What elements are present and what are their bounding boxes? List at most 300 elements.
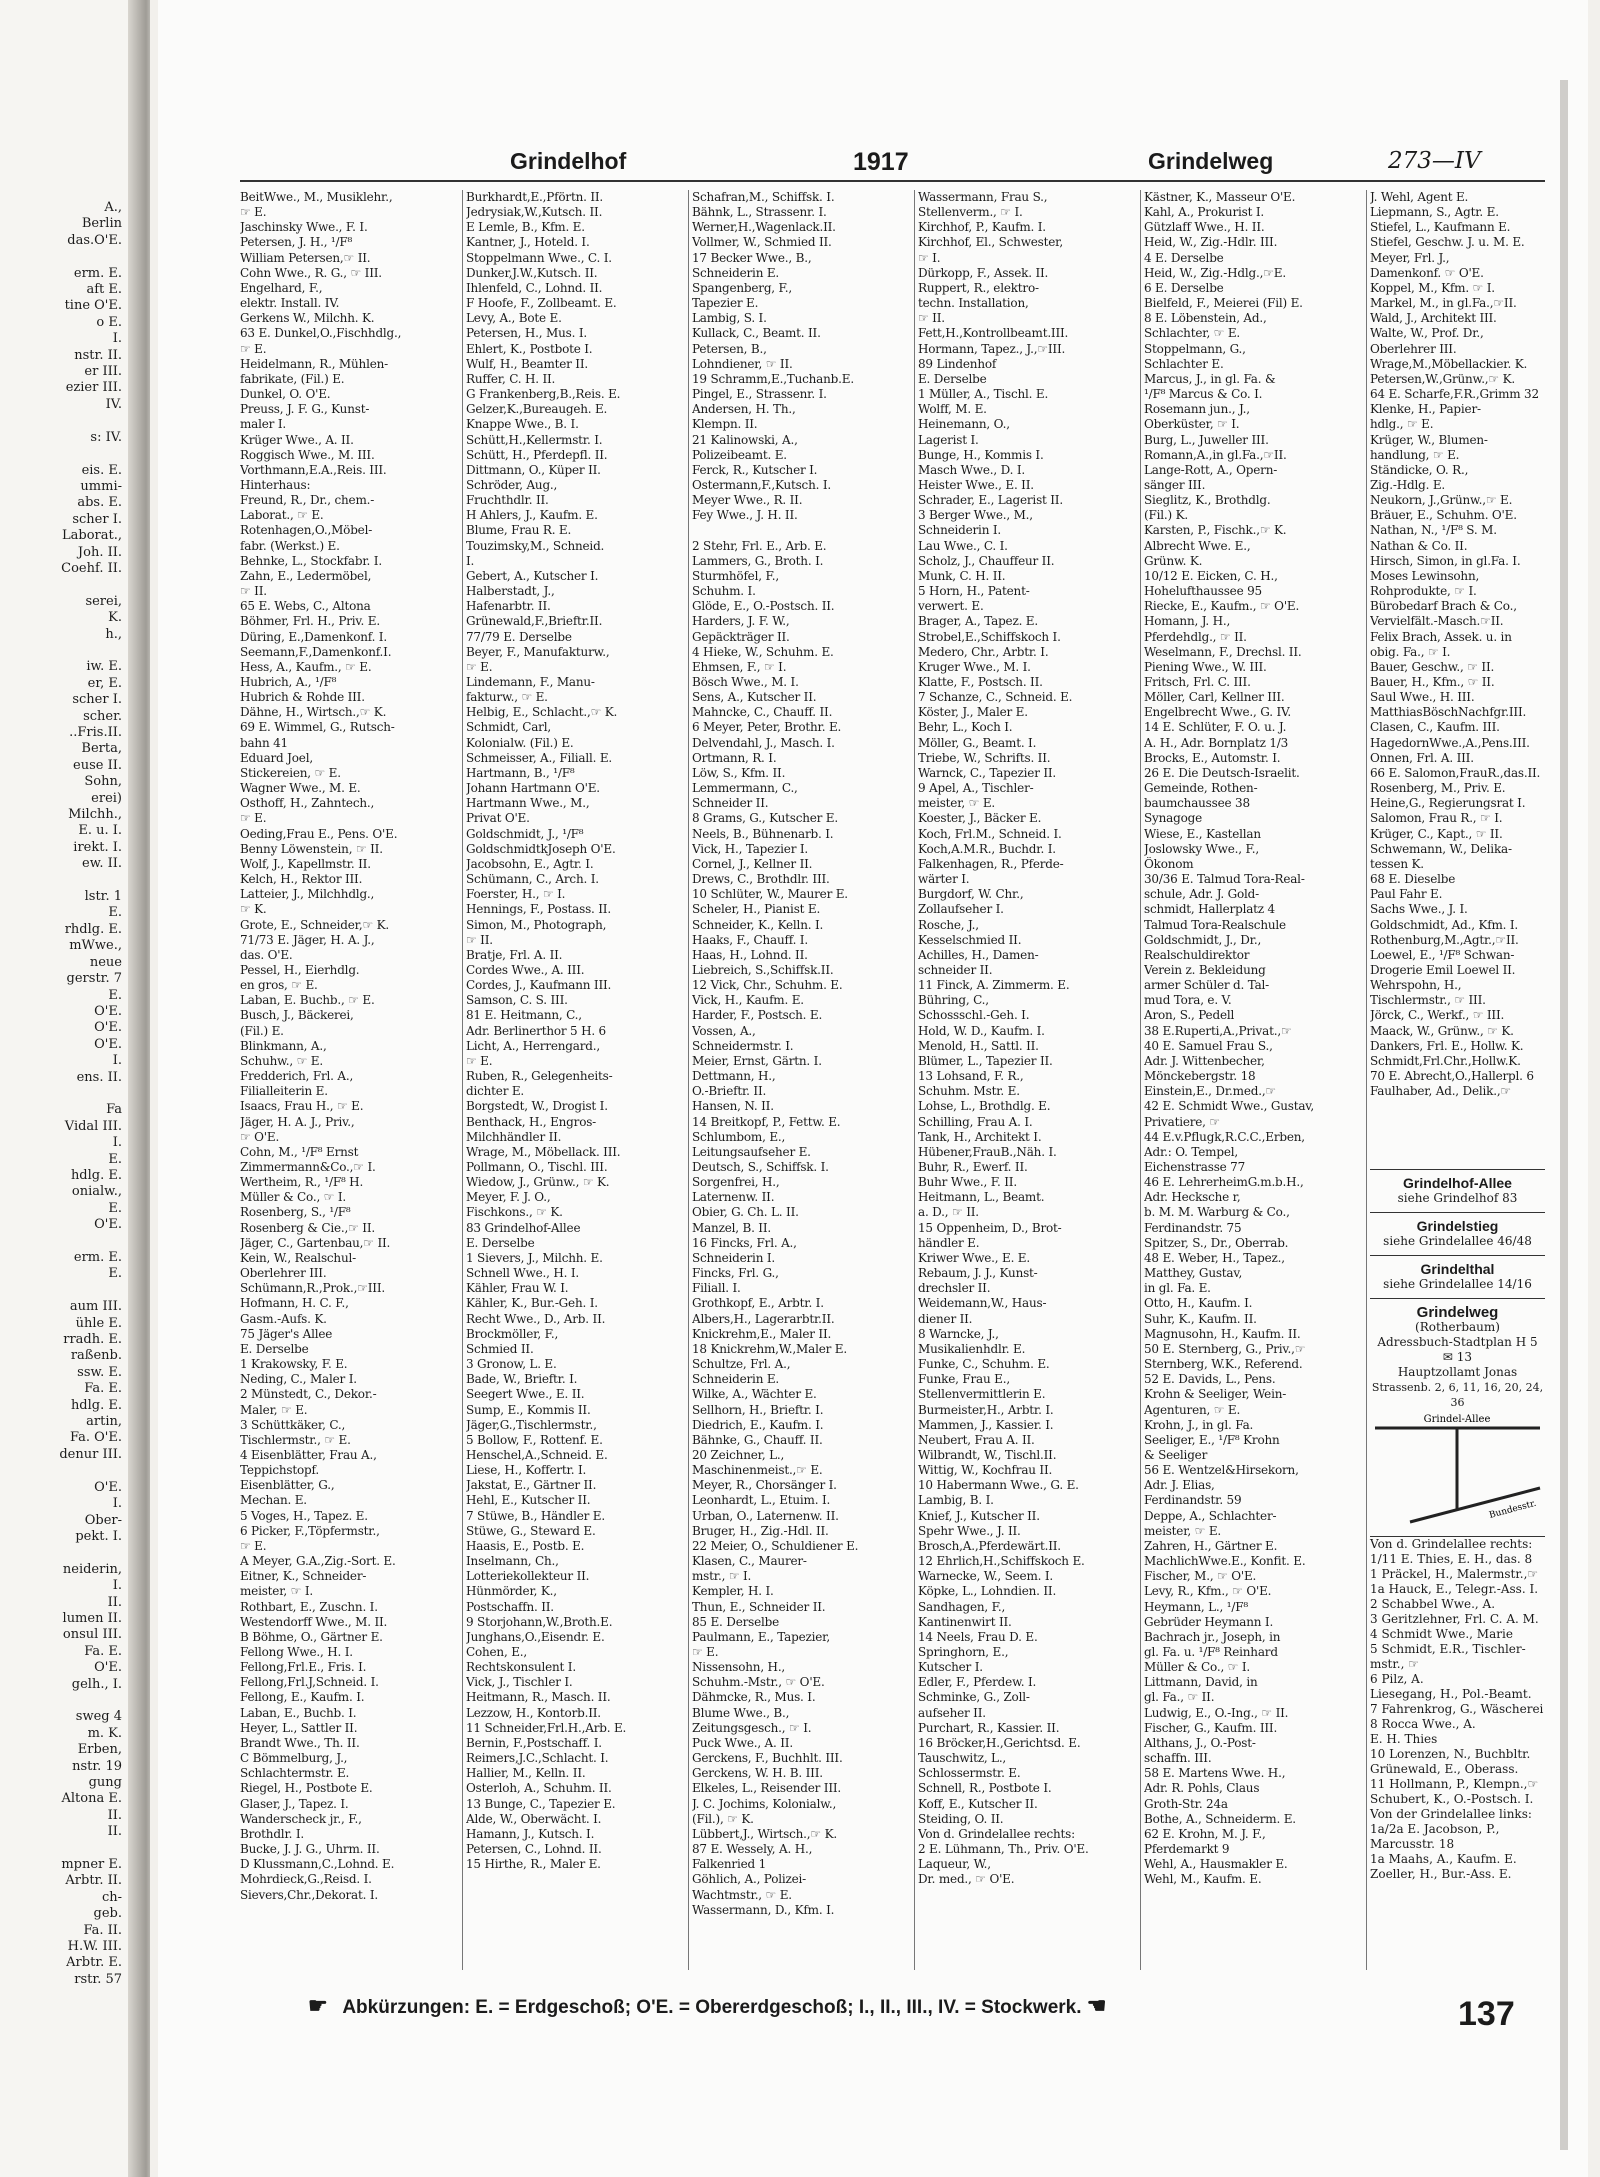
entry-line: in gl. Fa. E. [1144, 1281, 1211, 1296]
entry-line: Heyer, L., Sattler II. [240, 1720, 358, 1735]
entry-line: Brosch,A.,Pferdewärt.II. [918, 1538, 1061, 1553]
entry-line: ezier III. [65, 380, 122, 396]
entry-line: Osthoff, H., Zahntech., [240, 796, 375, 811]
entry-line: Schmied II. [466, 1341, 534, 1356]
entry-line: rstr. 57 [74, 1971, 122, 1987]
entry-line: Wagner Wwe., M. E. [240, 781, 361, 796]
entry-line: 2 Stehr, Frl. E., Arb. E. [692, 538, 827, 553]
entry-line: Schultze, Frl. A., [692, 1357, 791, 1372]
entry-line: a. D., ☞ II. [918, 1205, 979, 1220]
entry-line [0, 1234, 122, 1250]
entry-line: Bothe, A., Schneiderm. E. [1144, 1811, 1296, 1826]
entry-line [0, 643, 122, 659]
entry-line: Hamann, J., Kutsch. I. [466, 1826, 595, 1841]
entry-line: Ludwig, E., O.-Ing., ☞ II. [1144, 1705, 1289, 1720]
entry-line [0, 1463, 122, 1479]
entry-line: aufseher II. [918, 1705, 986, 1720]
entry-line: 10 Lorenzen, N., Buchbltr. [1370, 1747, 1531, 1761]
entry-line: 77/79 E. Derselbe [466, 629, 572, 644]
entry-line: Dähmcke, R., Mus. I. [692, 1690, 816, 1705]
entry-line: bahn 41 [240, 735, 288, 750]
entry-line: Glaser, J., Tapez. I. [240, 1796, 349, 1811]
entry-line: 12 Ehrlich,H.,Schiffskoch E. [918, 1554, 1085, 1569]
entry-line: Lange-Rott, A., Opern- [1144, 462, 1278, 477]
entry-line: Clasen, C., Kaufm. III. [1370, 720, 1500, 735]
entry-line: Mönckebergstr. 18 [1144, 1069, 1256, 1084]
grindelhof-allee-text: siehe Grindelhof 83 [1397, 1191, 1518, 1205]
entry-line: 44 E.v.Pflugk,R.C.C.,Erben, [1144, 1129, 1305, 1144]
entry-line: Oberküster, ☞ I. [1144, 417, 1240, 432]
entry-line: Rothenburg,M.,Agtr.,☞II. [1370, 932, 1519, 947]
entry-line: Andersen, H. Th., [692, 402, 796, 417]
entry-line: Wiese, E., Kastellan [1144, 826, 1261, 841]
entry-line: Pollmann, O., Tischl. III. [466, 1160, 608, 1174]
entry-line: Hünmörder, K., [466, 1584, 557, 1599]
entry-line: 87 E. Wessely, A. H., [692, 1842, 813, 1857]
grindelstieg-title: Grindelstieg [1416, 1218, 1499, 1234]
entry-line: Faulhaber, Ad., Delik.,☞ [1370, 1084, 1511, 1099]
entry-line: neue [89, 954, 122, 970]
entry-line: ens. II. [76, 1069, 122, 1085]
entry-line: Groth-Str. 24a [1144, 1796, 1228, 1811]
entry-line: Pferdehdlg., ☞ II. [1144, 629, 1247, 644]
entry-line: II. [107, 1594, 122, 1610]
entry-line: H.W. III. [67, 1939, 122, 1955]
entry-line: Wrage,M.,Möbellackier. K. [1370, 356, 1528, 371]
entry-line: Schuhm.-Mstr., ☞ O'E. [692, 1675, 825, 1690]
entry-line: E. H. Thies [1370, 1732, 1438, 1746]
entry-line: schneider II. [918, 962, 993, 977]
entry-line: 38 E.Ruperti,A.,Privat.,☞ [1144, 1023, 1292, 1038]
entry-line: Heymann, L., ¹/F⁸ [1144, 1599, 1248, 1614]
entry-line: Wehl, A., Hausmakler E. [1144, 1857, 1288, 1872]
entry-line: Springhorn, E., [918, 1645, 1009, 1659]
entry-line: Bühring, C., [918, 993, 989, 1008]
entry-line: Harder, F., Postsch. E. [692, 1008, 823, 1023]
entry-line: 42 E. Schmidt Wwe., Gustav, [1144, 1099, 1315, 1114]
entry-line: Klatte, F., Postsch. II. [918, 675, 1043, 689]
entry-line: Stüwe, G., Steward E. [466, 1523, 596, 1538]
entry-line: Schlumbom, E., [692, 1129, 786, 1144]
entry-line: Hubrich, A., ¹/F⁸ [240, 675, 337, 689]
entry-line: Schuhm. I. [692, 584, 756, 599]
entry-line: Funke, C., Schuhm. E. [918, 1357, 1050, 1372]
entry-line: elektr. Install. IV. [240, 296, 340, 311]
entry-line: Ehlert, K., Postbote I. [466, 341, 593, 356]
entry-line: Fett,H.,Kontrollbeamt.III. [918, 326, 1069, 341]
entry-line: Köster, J., Maler E. [918, 705, 1028, 720]
entry-line: eis. E. [81, 462, 122, 478]
entry-line: Markel, M., in gl.Fa.,☞II. [1370, 296, 1517, 311]
entry-line: Böhmer, Frl. H., Priv. E. [240, 614, 380, 629]
entry-line: ch- [101, 1889, 122, 1905]
entry-line: hdlg., ☞ E. [1370, 417, 1434, 432]
entry-line: Kutscher I. [918, 1660, 983, 1675]
entry-line: Stiefel, L., Kaufmann E. [1370, 220, 1511, 235]
entry-line: Damenkonf. ☞ O'E. [1370, 265, 1484, 280]
header-page-ref: 273—IV [1388, 148, 1481, 174]
entry-line: euse II. [73, 757, 122, 773]
grindelthal-title: Grindelthal [1420, 1261, 1495, 1277]
entry-line: Ferck, R., Kutscher I. [692, 462, 818, 477]
entry-line: Paulmann, E., Tapezier, [692, 1629, 830, 1644]
entry-line: Kriwer Wwe., E. E. [918, 1250, 1030, 1265]
entry-line [692, 523, 918, 538]
entry-line: Liepmann, S., Agtr. E. [1370, 205, 1499, 220]
entry-line: Petersen, C., Lohnd. II. [466, 1842, 602, 1857]
entry-line: Engelbrecht Wwe., G. IV. [1144, 705, 1291, 720]
entry-line: Bade, W., Brieftr. I. [466, 1372, 578, 1387]
entry-line: Schneidermstr. I. [692, 1038, 794, 1053]
entry-line: Schlachtermstr. E. [240, 1766, 350, 1781]
grindelweg-line: Strassenb. 2, 6, 11, 16, 20, 24, 36 [1371, 1381, 1544, 1409]
entry-line: Schröder, Aug., [466, 477, 558, 492]
entry-line: Inselmann, Ch., [466, 1554, 559, 1569]
entry-line: techn. Installation, [918, 296, 1029, 311]
entry-line: Pessel, H., Eierhdlg. [240, 962, 360, 977]
entry-line: D Klussmann,C.,Lohnd. E. [240, 1857, 395, 1872]
entry-line: schule, Adr. J. Gold- [1144, 887, 1259, 902]
entry-line: drechsler II. [918, 1281, 991, 1296]
entry-line: Wassermann, Frau S., [918, 190, 1048, 204]
entry-line: Mammen, J., Kassier. I. [918, 1417, 1054, 1432]
entry-line: Riecke, E., Kaufm., ☞ O'E. [1144, 599, 1300, 614]
entry-line: 19 Schramm,E.,Tuchanb.E. [692, 371, 854, 386]
entry-line: Kempler, H. I. [692, 1584, 774, 1599]
entry-line: sweg 4 [75, 1709, 122, 1725]
column-divider [1366, 190, 1367, 1970]
entry-line: Samson, C. S. III. [466, 993, 568, 1008]
entry-line: 13 Bunge, C., Tapezier E. [466, 1796, 616, 1811]
entry-line: Stiefel, Geschw. J. u. M. E. [1370, 235, 1525, 250]
entry-line: Grünewald, E., Oberass. [1370, 1762, 1519, 1776]
entry-line: Adr. Berlinerthor 5 H. 6 [466, 1023, 606, 1038]
entry-line: 48 E. Weber, H., Tapez., [1144, 1250, 1285, 1265]
entry-line: Weidemann,W., Haus- [918, 1296, 1047, 1311]
entry-line: Neubert, Frau A. II. [918, 1432, 1035, 1447]
directory-columns [240, 190, 1545, 1950]
entry-line: 8 Warncke, J., [918, 1326, 999, 1341]
entry-line: Kantinenwirt II. [918, 1614, 1012, 1629]
entry-line: Löw, S., Kfm. II. [692, 765, 786, 780]
entry-line: Sturmhöfel, F., [692, 568, 779, 583]
entry-line: o E. [96, 314, 122, 330]
entry-line: ☞ E. [692, 1645, 719, 1659]
entry-line: Oberlehrer III. [1370, 341, 1457, 356]
entry-line: Stellenverm., ☞ I. [918, 205, 1023, 220]
entry-line: Touzimsky,M., Schneid. [466, 538, 605, 553]
entry-line: ☞ E. [240, 1538, 267, 1553]
entry-line: Schnell, R., Postbote I. [918, 1781, 1052, 1796]
entry-line: erm. E. [73, 1250, 122, 1265]
entry-line: iw. E. [86, 659, 122, 675]
entry-line: Zahn, E., Ledermöbel, [240, 568, 372, 583]
entry-line: Meyer, R., Chorsänger I. [692, 1478, 837, 1493]
entry-line: Brandt Wwe., Th. II. [240, 1735, 360, 1750]
entry-line: A Meyer, G.A.,Zig.-Sort. E. [240, 1554, 396, 1569]
entry-line: Kirchhof, P., Kaufm. I. [918, 220, 1046, 235]
entry-line: Gerckens, W. H. B. III. [692, 1766, 823, 1781]
entry-line: Eitner, K., Schneider- [240, 1569, 367, 1584]
column-5 [1144, 190, 1370, 1888]
entry-line: Lindemann, F., Manu- [466, 675, 595, 689]
entry-line: 14 E. Schlüter, F. O. u. J. [1144, 720, 1287, 735]
entry-line: Erben, [77, 1742, 122, 1758]
entry-line: meister, ☞ E. [1144, 1523, 1221, 1538]
entry-line: Vick, H., Kaufm. E. [692, 993, 804, 1008]
entry-line: Hallier, M., Kelln. II. [466, 1766, 586, 1781]
entry-line: Karsten, P., Fischk.,☞ K. [1144, 523, 1287, 538]
entry-line: onialw., [71, 1184, 122, 1200]
entry-line: Seegert Wwe., E. II. [466, 1387, 585, 1402]
entry-line: ☞ II. [240, 584, 267, 599]
entry-line: Kantner, J., Hoteld. I. [466, 235, 590, 250]
entry-line: Steiding, O. II. [918, 1811, 1004, 1826]
entry-line: Wiedow, J., Grünw., ☞ K. [466, 1175, 610, 1190]
entry-line: Wilke, A., Wächter E. [692, 1387, 817, 1402]
entry-line: Magnusohn, H., Kaufm. II. [1144, 1326, 1301, 1341]
entry-line: Grünewald,F.,Brieftr.II. [466, 614, 603, 629]
entry-line: er III. [84, 364, 122, 380]
entry-line: Lambig, B. I. [918, 1493, 994, 1508]
entry-line: Junghans,O.,Eisendr. E. [466, 1629, 605, 1644]
entry-line: I. [112, 1135, 122, 1151]
entry-line: Schossschl.-Geh. I. [918, 1008, 1030, 1023]
entry-line: Goldschmidt, J., Dr., [1144, 932, 1262, 947]
entry-line: Schümann, C., Arch. I. [466, 872, 599, 887]
entry-line: Lohse, L., Brothdlg. E. [918, 1099, 1051, 1114]
entry-line: E. Derselbe [240, 1341, 309, 1356]
entry-line: Felix Brach, Assek. u. in [1370, 629, 1512, 644]
entry-line: Koff, E., Kutscher II. [918, 1796, 1038, 1811]
entry-line: 62 E. Krohn, M. J. F., [1144, 1826, 1266, 1841]
map-label-top: Grindel-Allee [1423, 1414, 1491, 1425]
facing-page-text [0, 200, 122, 1988]
entry-line: Kästner, K., Masseur O'E. [1144, 190, 1296, 204]
entry-line: Drews, C., Brothdlr. III. [692, 872, 830, 887]
entry-line: Nissensohn, H., [692, 1660, 786, 1675]
entry-line: O'E. [94, 1479, 122, 1495]
entry-line: Kruger Wwe., M. I. [918, 659, 1031, 674]
entry-line: 4 Eisenblätter, Frau A., [240, 1447, 377, 1462]
entry-line: Diedrich, E., Kaufm. I. [692, 1417, 824, 1432]
entry-line: Jörck, C., Werkf., ☞ III. [1370, 1008, 1505, 1023]
entry-line: Schneider II. [692, 796, 769, 811]
entry-line [0, 446, 122, 462]
entry-line: Schütt,H.,Kellermstr. I. [466, 432, 603, 447]
entry-line: 22 Meier, O., Schuldiener E. [692, 1538, 859, 1553]
entry-line: Rosenberg & Cie.,☞ II. [240, 1220, 375, 1235]
entry-line: G Frankenberg,B.,Reis. E. [466, 387, 621, 402]
entry-line: Cohn, M., ¹/F⁸ Ernst [240, 1144, 359, 1159]
entry-line: ..Fris.II. [69, 725, 122, 740]
column-divider [462, 190, 463, 1970]
entry-line: Berlin [81, 216, 122, 232]
entry-line [0, 873, 122, 889]
entry-line: gung [88, 1775, 122, 1790]
entry-line: Loewel, E., ¹/F⁸ Schwan- [1370, 947, 1515, 962]
entry-line: Wehl, M., Kaufm. E. [1144, 1872, 1262, 1887]
entry-line: 64 E. Scharfe,F.R.,Grimm 32 [1370, 387, 1539, 402]
entry-line: Adr. J. Elias, [1144, 1478, 1215, 1493]
entry-line [0, 1693, 122, 1709]
entry-line: meister, ☞ E. [918, 796, 995, 811]
entry-line: 10/12 E. Eicken, C. H., [1144, 568, 1278, 583]
entry-line: Wanderscheck jr., F., [240, 1811, 362, 1826]
entry-line: ühle E. [75, 1315, 122, 1331]
entry-line: Sternberg, W.K., Referend. [1144, 1357, 1303, 1372]
entry-line: tine O'E. [64, 298, 122, 314]
entry-line: Busch, J., Bäckerei, [240, 1008, 354, 1023]
grindelstieg-text: siehe Grindelallee 46/48 [1383, 1234, 1532, 1248]
entry-line: Glöde, E., O.-Postsch. II. [692, 599, 835, 614]
entry-line: Bernin, F.,Postschaff. I. [466, 1735, 602, 1750]
entry-line: I. [112, 1496, 122, 1512]
entry-line: Ober- [84, 1512, 122, 1528]
entry-line: Milchhändler II. [466, 1129, 562, 1144]
column-divider [1140, 190, 1141, 1970]
entry-line: Maack, W., Grünw., ☞ K. [1370, 1023, 1514, 1038]
entry-line: 5 Horn, H., Patent- [918, 584, 1030, 599]
entry-line: Knappe Wwe., B. I. [466, 417, 579, 432]
entry-line: Roggisch Wwe., M. III. [240, 447, 375, 462]
entry-line: Filialleiterin E. [240, 1084, 328, 1099]
pointing-hand-icon: ☚ [1086, 1993, 1107, 2018]
entry-line: Vidal III. [64, 1118, 122, 1134]
entry-line: Dunker,J.W.,Kutsch. II. [466, 265, 598, 280]
entry-line: 11 Finck, A. Zimmerm. E. [918, 978, 1070, 993]
entry-line: Laborat., [62, 528, 122, 544]
entry-line: Joh. II. [77, 544, 122, 560]
entry-line: Falkenried 1 [692, 1857, 767, 1872]
entry-line: Bräuer, E., Schuhm. O'E. [1370, 508, 1517, 523]
entry-line: tessen K. [1370, 856, 1424, 871]
entry-line: Adr. Hecksche r, [1144, 1190, 1241, 1205]
entry-line: Zahren, H., Gärtner E. [1144, 1538, 1278, 1553]
entry-line: Laqueur, W., [918, 1857, 991, 1872]
entry-line: Oeding,Frau E., Pens. O'E. [240, 826, 398, 841]
header-year: 1917 [853, 148, 909, 176]
entry-line: Munk, C. H. II. [918, 568, 1006, 583]
entry-line: Ostermann,F.,Kutsch. I. [692, 477, 831, 492]
entry-line: Coehf. II. [61, 560, 122, 576]
entry-line: 21 Kalinowski, A., [692, 432, 798, 447]
entry-line: mud Tora, e. V. [1144, 993, 1232, 1008]
entry-line: Delvendahl, J., Masch. I. [692, 735, 835, 750]
entry-line: Paul Fahr E. [1370, 887, 1443, 902]
entry-line: Grote, E., Schneider,☞ K. [240, 917, 390, 932]
entry-line: 1 Sievers, J., Milchh. E. [466, 1250, 603, 1265]
entry-line: Nathan, N., ¹/F⁸ S. M. [1370, 523, 1497, 538]
grindelweg-line: ✉ 13 [1442, 1350, 1473, 1364]
entry-line: Spehr Wwe., J. II. [918, 1523, 1021, 1538]
entry-line: Fischer, M., ☞ O'E. [1144, 1569, 1257, 1584]
entry-line: Blume Wwe., B., [692, 1705, 790, 1720]
entry-line: Marcusstr. 18 [1370, 1837, 1455, 1851]
entry-line: Wassermann, D., Kfm. I. [692, 1902, 835, 1917]
entry-line: 9 Apel, A., Tischler- [918, 781, 1034, 796]
entry-line: Liesegang, H., Pol.-Beamt. [1370, 1687, 1532, 1701]
entry-line: Ruben, R., Gelegenheits- [466, 1069, 613, 1084]
entry-line: Krüger, W., Blumen- [1370, 432, 1488, 447]
entry-line: neiderin, [62, 1561, 122, 1577]
entry-line: Neukorn, J.,Grünw.,☞ E. [1370, 493, 1513, 508]
entry-line: mWwe., [69, 938, 122, 954]
entry-line: onsul III. [62, 1627, 122, 1643]
entry-line: 18 Knickrehm,W.,Maler E. [692, 1341, 847, 1356]
entry-line: 50 E. Sternberg, G., Priv.,☞ [1144, 1341, 1306, 1356]
entry-line: 15 Hirthe, R., Maler E. [466, 1857, 601, 1872]
header-rule [240, 180, 1545, 182]
entry-line: Arbtr. E. [66, 1955, 122, 1971]
entry-line: Von d. Grindelallee rechts: [918, 1826, 1075, 1841]
entry-line: Schneider, K., Kelln. I. [692, 917, 824, 932]
directory-page [158, 0, 1588, 2177]
entry-line: Bürobedarf Brach & Co., [1370, 599, 1517, 614]
entry-line [0, 1283, 122, 1299]
entry-line: Agenturen, ☞ E. [1144, 1402, 1241, 1417]
entry-line: 7 Schanze, C., Schneid. E. [918, 690, 1073, 705]
entry-line: Gerckens, F., Buchhlt. III. [692, 1751, 843, 1766]
entry-line: Heinemann, O., [918, 417, 1010, 432]
entry-line: Burg, L., Juweller III. [1144, 432, 1269, 447]
entry-line: Privatiere, ☞ [1144, 1114, 1220, 1129]
entry-line: Rotenhagen,O.,Möbel- [240, 523, 373, 538]
entry-line: Heidelmann, R., Mühlen- [240, 356, 388, 371]
entry-line: Goldschmidt, Ad., Kfm. I. [1370, 917, 1519, 932]
entry-line: Fredderich, Frl. A., [240, 1069, 354, 1084]
entry-line: Wolff, M. E. [918, 402, 987, 417]
entry-line: Schmidt, Carl, [466, 720, 551, 735]
entry-line: s: IV. [90, 429, 122, 445]
entry-line: h., [105, 626, 122, 642]
entry-line: mpner E. [61, 1857, 122, 1873]
entry-line: Fa [106, 1102, 122, 1118]
entry-line: Piening Wwe., W. III. [1144, 659, 1267, 674]
entry-line: Hinterhaus: [240, 477, 311, 492]
entry-line: Ökonom [1144, 856, 1194, 871]
entry-line: Bähnk, L., Strassenr. I. [692, 205, 827, 220]
entry-line: Petersen,W.,Grünw.,☞ K. [1370, 371, 1515, 386]
entry-line: Gebrüder Heymann I. [1144, 1614, 1274, 1629]
entry-line: abs. E. [77, 495, 122, 511]
entry-line: Rothbart, E., Zuschn. I. [240, 1599, 378, 1614]
entry-line: 11 Hollmann, P., Klempn.,☞ [1370, 1777, 1539, 1791]
entry-line: Drogerie Emil Loewel II. [1370, 962, 1516, 977]
entry-line: Oberlehrer III. [240, 1266, 327, 1281]
entry-line: Althans, J., O.-Post- [1144, 1735, 1256, 1750]
entry-line: A., [104, 200, 122, 215]
entry-line: denur III. [59, 1446, 122, 1462]
entry-line: Pferdemarkt 9 [1144, 1842, 1230, 1857]
entry-line: Meyer Wwe., R. II. [692, 493, 803, 508]
abbreviation-footer [308, 1993, 1508, 2019]
entry-line: 7 Fahrenkrog, G., Wäscherei [1370, 1702, 1544, 1716]
entry-line: 89 Lindenhof [918, 356, 997, 371]
entry-line: Johann Hartmann O'E. [466, 781, 600, 796]
entry-line: Knickrehm,E., Maler II. [692, 1326, 832, 1341]
entry-line: Schlachter, ☞ E. [1144, 326, 1241, 341]
entry-line: Burmeister,H., Arbtr. I. [918, 1402, 1054, 1417]
entry-line: Müller & Co., ☞ I. [240, 1190, 347, 1205]
entry-line: Haasis, E., Postb. E. [466, 1538, 585, 1553]
entry-line: geb. [93, 1906, 122, 1922]
entry-line: gelh., I. [71, 1676, 122, 1692]
entry-line: Blinkmann, A., [240, 1038, 327, 1053]
entry-line: 63 E. Dunkel,O.,Fischhdlg., [240, 326, 402, 341]
entry-line: Wolf, J., Kapellmstr. II. [240, 856, 371, 871]
entry-line: Leitungsaufseher E. [692, 1144, 811, 1159]
